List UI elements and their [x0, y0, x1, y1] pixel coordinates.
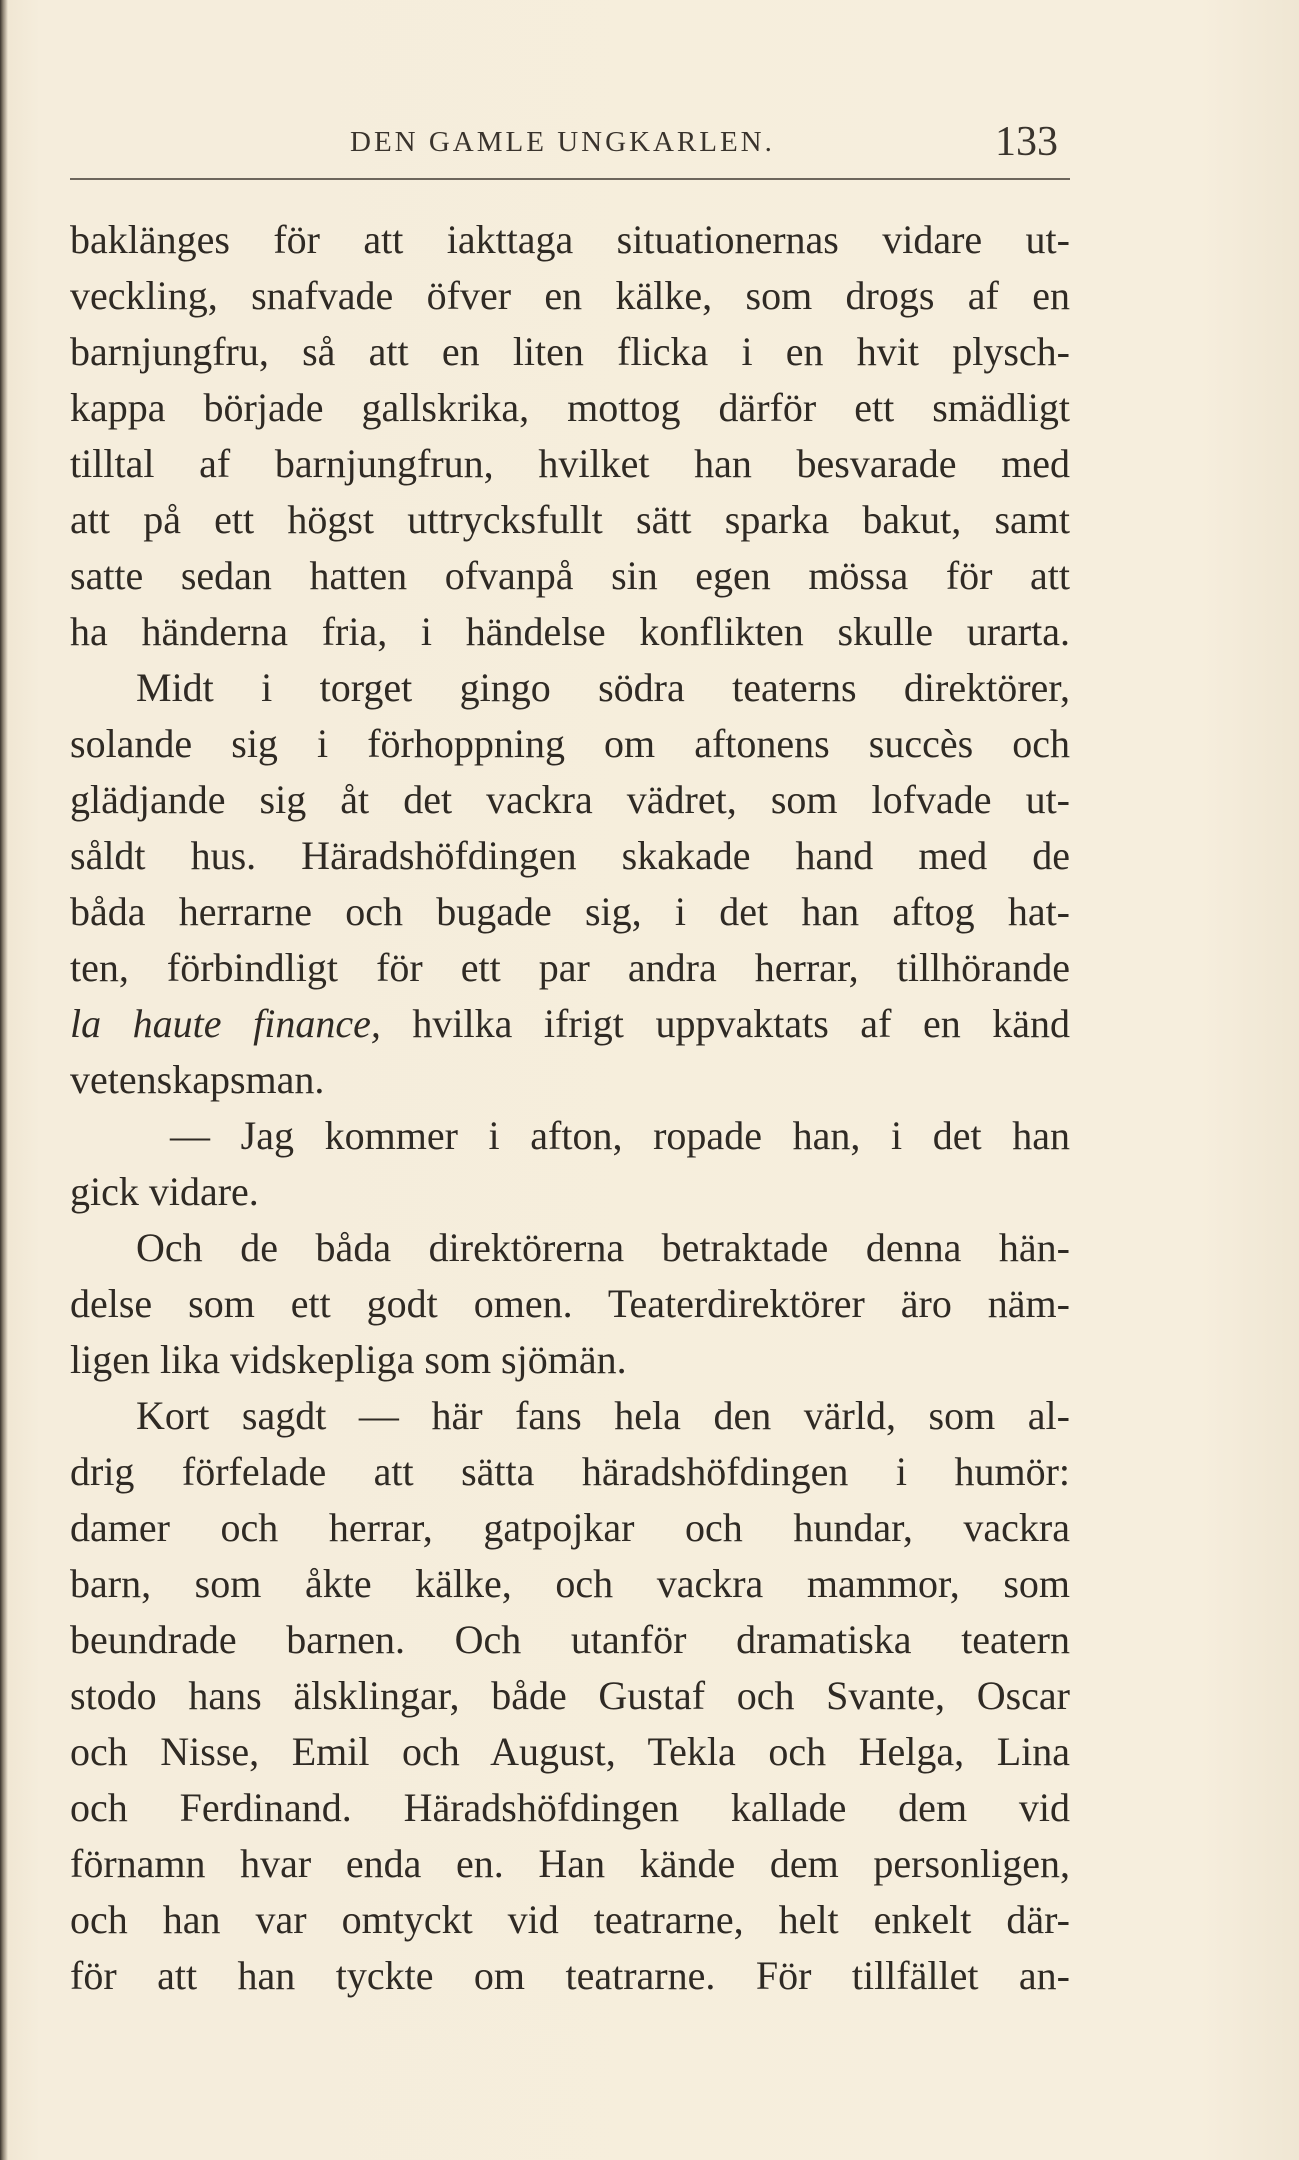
text-line: kappa började gallskrika, mottog därför ett smädligt	[70, 385, 1070, 430]
running-head	[70, 118, 1070, 178]
body-text	[70, 212, 1070, 2004]
text-line: veckling, snafvade öfver en kälke, som drogs af en	[70, 273, 1070, 318]
page-gutter-shadow	[0, 0, 8, 2160]
text-line: beundrade barnen. Och utanför dramatiska teatern	[70, 1617, 1070, 1662]
paragraph-end-line: vetenskapsman.	[70, 1057, 325, 1102]
text-line: ha händerna fria, i händelse konflikten skulle urarta.	[70, 609, 1070, 654]
text-line: båda herrarne och bugade sig, i det han aftog hat-	[70, 889, 1070, 934]
text-line: delse som ett godt omen. Teaterdirektörer äro näm-	[70, 1281, 1070, 1326]
text-line: barn, som åkte kälke, och vackra mammor, som	[70, 1561, 1070, 1606]
paragraph-start-line: Kort sagdt — här fans hela den värld, som al-	[136, 1393, 1070, 1438]
paragraph-end-line: ligen lika vidskepliga som sjömän.	[70, 1337, 627, 1382]
text-line: och Ferdinand. Häradshöfdingen kallade dem vid	[70, 1785, 1070, 1830]
dialogue-line: — Jag kommer i afton, ropade han, i det han	[170, 1113, 1070, 1158]
text-line: såldt hus. Häradshöfdingen skakade hand med de	[70, 833, 1070, 878]
paragraph-start-line: Midt i torget gingo södra teaterns direktörer,	[136, 665, 1070, 710]
text-line: damer och herrar, gatpojkar och hundar, vackra	[70, 1505, 1070, 1550]
paragraph-end-line: gick vidare.	[70, 1169, 259, 1214]
text-line: tilltal af barnjungfrun, hvilket han besvarade med	[70, 441, 1070, 486]
italic-phrase: la haute finance,	[70, 1001, 381, 1046]
text-line: för att han tyckte om teatrarne. För tillfället an-	[70, 1953, 1070, 1998]
text-line: och Nisse, Emil och August, Tekla och Helga, Lina	[70, 1729, 1070, 1774]
paragraph-start-line: Och de båda direktörerna betraktade denna hän-	[136, 1225, 1070, 1270]
text-line: att på ett högst uttrycksfullt sätt sparka bakut, samt	[70, 497, 1070, 542]
text-line-rest: hvilka ifrigt uppvaktats af en känd	[380, 1001, 1070, 1046]
page-number: 133	[995, 119, 1058, 165]
text-line: stodo hans älsklingar, både Gustaf och Svante, Oscar	[70, 1673, 1070, 1718]
running-title: DEN GAMLE UNGKARLEN.	[350, 126, 775, 158]
text-line: och han var omtyckt vid teatrarne, helt enkelt där-	[70, 1897, 1070, 1942]
text-line: solande sig i förhoppning om aftonens succès och	[70, 721, 1070, 766]
text-line: satte sedan hatten ofvanpå sin egen mössa för att	[70, 553, 1070, 598]
text-line: barnjungfru, så att en liten flicka i en hvit plysch-	[70, 329, 1070, 374]
header-rule	[70, 178, 1070, 180]
text-line: baklänges för att iakttaga situationernas vidare ut-	[70, 217, 1070, 262]
text-line: drig förfelade att sätta häradshöfdingen i humör:	[70, 1449, 1070, 1494]
text-line: förnamn hvar enda en. Han kände dem personligen,	[70, 1841, 1070, 1886]
text-line: glädjande sig åt det vackra vädret, som lofvade ut-	[70, 777, 1070, 822]
text-line-with-italic	[70, 996, 1070, 1052]
text-line: ten, förbindligt för ett par andra herrar, tillhörande	[70, 945, 1070, 990]
